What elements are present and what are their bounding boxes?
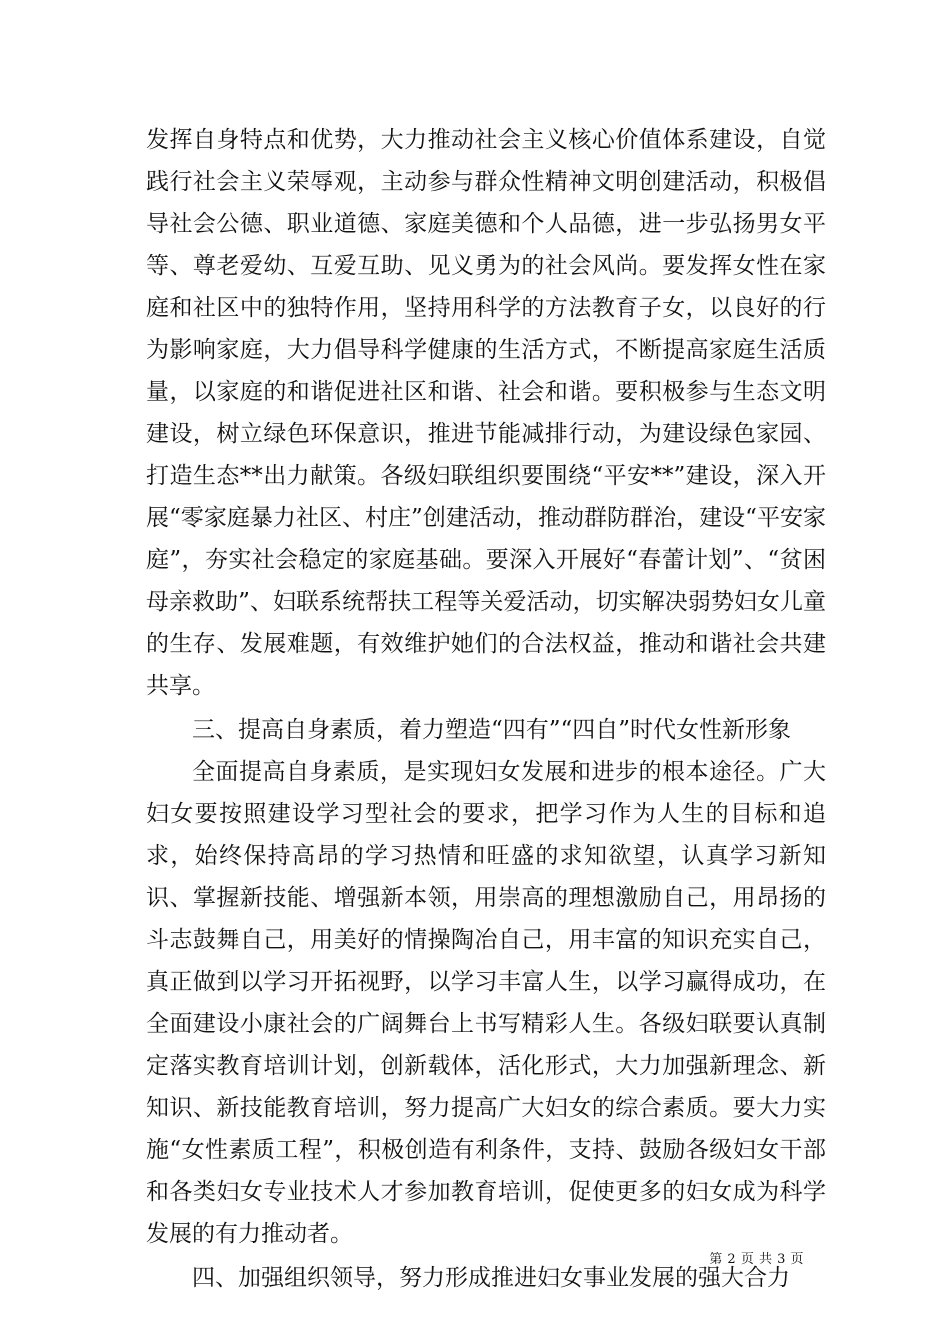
section-heading: 三、提高自身素质，着力塑造“四有”“四自”时代女性新形象 xyxy=(192,717,792,743)
body-paragraph: 发挥自身特点和优势，大力推动社会主义核心价值体系建设，自觉践行社会主义荣辱观，主动参与群众性精神文明创建活动，积极倡导社会公德、职业道德、家庭美德和个人品德，进一步弘扬男女平等、尊老爱幼、互爱互助、见义勇为的社会风尚。要发挥女性在家庭和社区中的独特作用，坚持用科学的方法教育子女，以良好的行为影响家庭，大力倡导科学健康的生活方式，不断提高家庭生活质量，以家庭的和谐促进社区和谐、社会和谐。要积极参与生态文明建设，树立绿色环保意识，推进节能减排行动，为建设绿色家园、打造生态**出力献策。各级妇联组织要围绕“平安**”建设，深入开展“零家庭暴力社区、村庄”创建活动，推动群防群治，建设“平安家庭”，夯实社会稳定的家庭基础。要深入开展好“春蕾计划”、“贫困母亲救助”、妇联系统帮扶工程等关爱活动，切实解决弱势妇女儿童的生存、发展难题，有效维护她们的合法权益，推动和谐社会共建共享。 xyxy=(146,127,826,699)
body-paragraph: 全面提高自身素质，是实现妇女发展和进步的根本途径。广大妇女要按照建设学习型社会的要求，把学习作为人生的目标和追求，始终保持高昂的学习热情和旺盛的求知欲望，认真学习新知识、掌握新技能、增强新本领，用崇高的理想激励自己，用昂扬的斗志鼓舞自己，用美好的情操陶冶自己，用丰富的知识充实自己，真正做到以学习开拓视野，以学习丰富人生，以学习赢得成功，在全面建设小康社会的广阔舞台上书写精彩人生。各级妇联要认真制定落实教育培训计划，创新载体，活化形式，大力加强新理念、新知识、新技能教育培训，努力提高广大妇女的综合素质。要大力实施“女性素质工程”，积极创造有利条件，支持、鼓励各级妇女干部和各类妇女专业技术人才参加教育培训，促使更多的妇女成为科学发展的有力推动者。 xyxy=(146,759,826,1247)
document-body xyxy=(146,119,826,1299)
page-number-footer: 第 2 页 共 3 页 xyxy=(709,1252,804,1267)
section-heading: 四、加强组织领导，努力形成推进妇女事业发展的强大合力 xyxy=(192,1265,790,1291)
